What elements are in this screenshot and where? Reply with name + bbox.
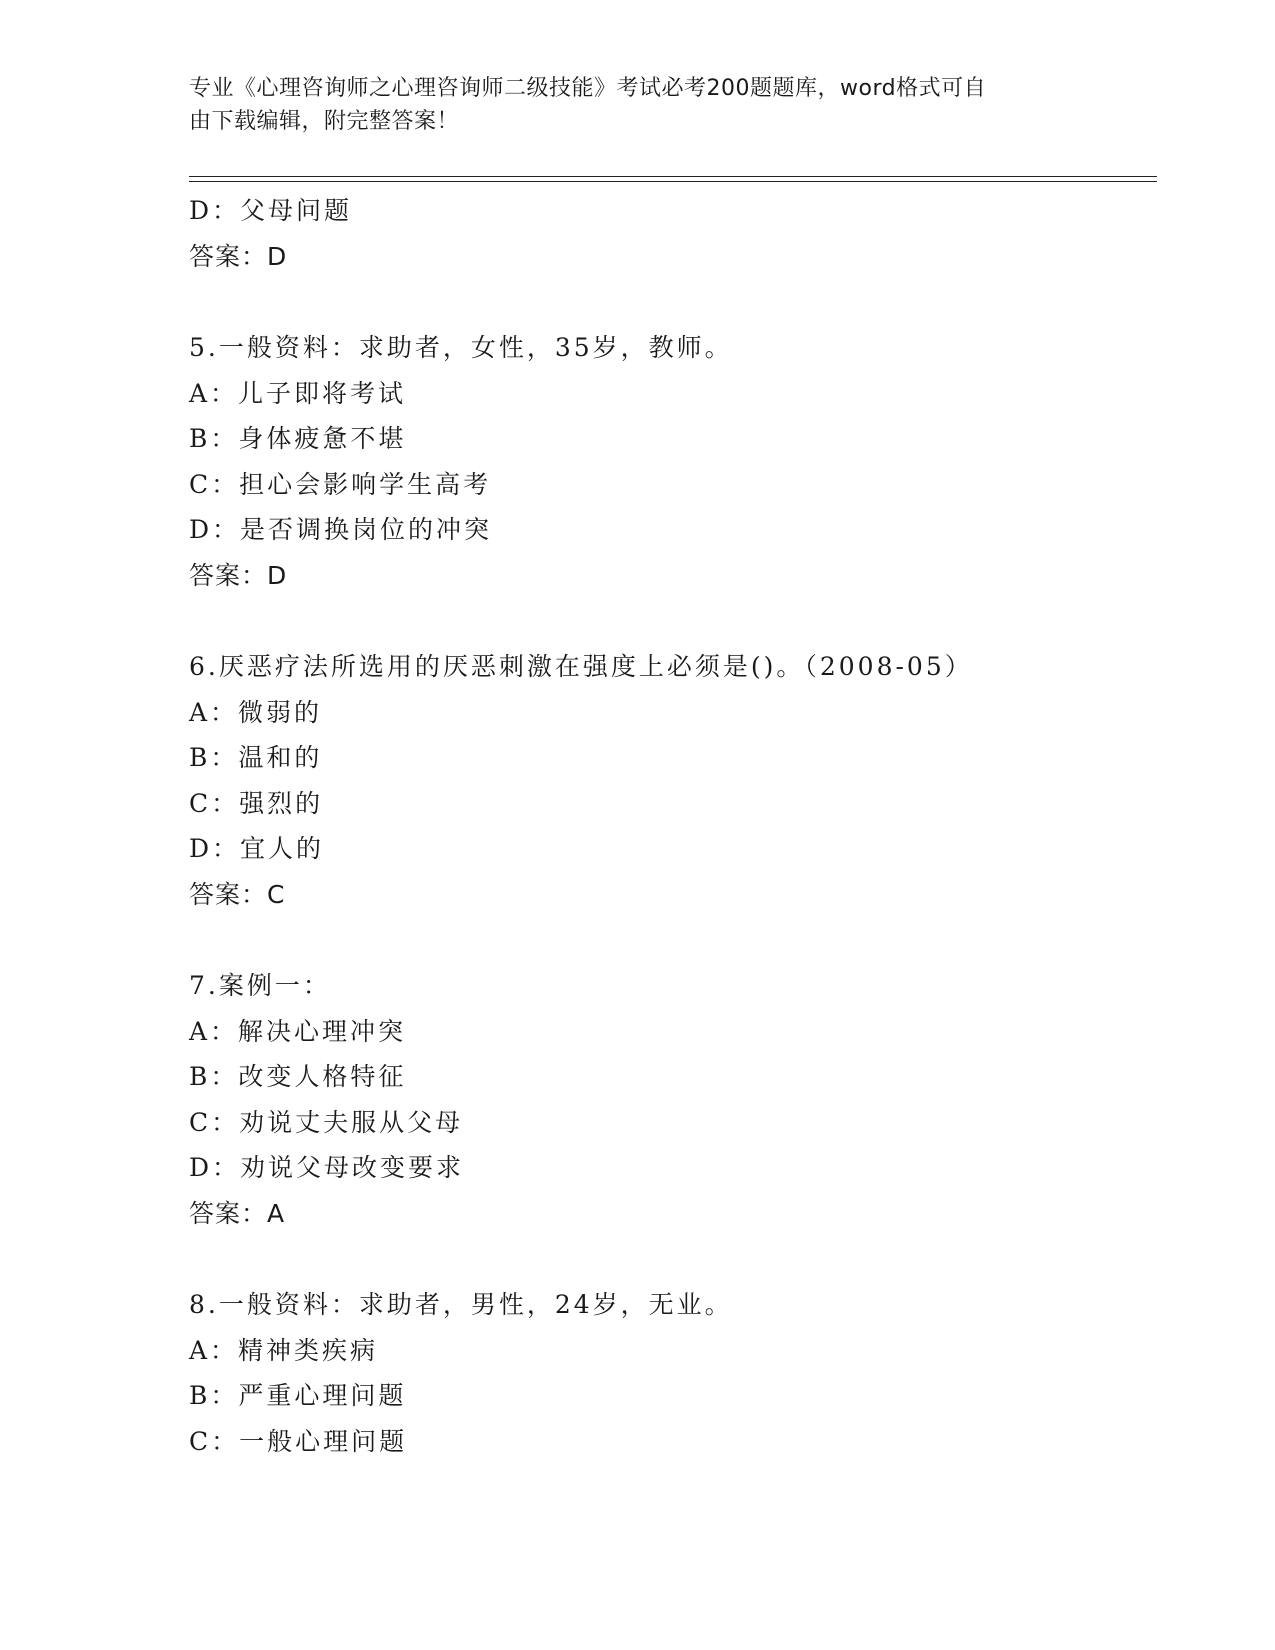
option-a: A：微弱的 (189, 697, 323, 727)
option-d: D：劝说父母改变要求 (189, 1153, 465, 1182)
option-b: B：严重心理问题 (189, 1381, 407, 1410)
option-c: C：一般心理问题 (189, 1426, 408, 1456)
question-block (189, 963, 1157, 1236)
question-stem: 7.案例一： (189, 971, 331, 1000)
answer-line: 答案：D (189, 241, 288, 271)
option-b: B：改变人格特征 (189, 1062, 407, 1091)
question-stem: 6.厌恶疗法所选用的厌恶刺激在强度上必须是()。（2008-05） (189, 652, 973, 681)
option-c: C：劝说丈夫服从父母 (189, 1107, 464, 1137)
header-line-2: 由下载编辑，附完整答案！ (189, 109, 460, 134)
question-content (189, 188, 1157, 1464)
option-c: C：担心会影响学生高考 (189, 469, 492, 499)
answer-line: 答案：A (189, 1198, 286, 1228)
question-block (189, 1282, 1157, 1464)
question-stem: 5.一般资料：求助者，女性，35岁，教师。 (189, 333, 733, 362)
option-b: B：温和的 (189, 743, 323, 772)
document-header (189, 72, 1069, 138)
spacer (189, 917, 1157, 963)
answer-line: 答案：D (189, 560, 288, 590)
answer-line: 答案：C (189, 879, 286, 909)
option-d: D：父母问题 (189, 196, 353, 225)
header-rule-bottom (189, 181, 1157, 182)
header-line-1: 专业《心理咨询师之心理咨询师二级技能》考试必考200题题库，word格式可自 (189, 76, 987, 101)
question-block (189, 325, 1157, 598)
option-d: D：宜人的 (189, 834, 325, 863)
spacer (189, 598, 1157, 644)
header-rule-top (189, 176, 1157, 177)
option-a: A：精神类疾病 (189, 1335, 379, 1365)
option-d: D：是否调换岗位的冲突 (189, 515, 493, 544)
spacer (189, 1236, 1157, 1282)
option-a: A：儿子即将考试 (189, 378, 407, 408)
option-c: C：强烈的 (189, 788, 324, 818)
question-stem: 8.一般资料：求助者，男性，24岁，无业。 (189, 1290, 733, 1319)
question-block (189, 644, 1157, 917)
option-a: A：解决心理冲突 (189, 1016, 407, 1046)
spacer (189, 279, 1157, 325)
option-b: B：身体疲惫不堪 (189, 424, 407, 453)
